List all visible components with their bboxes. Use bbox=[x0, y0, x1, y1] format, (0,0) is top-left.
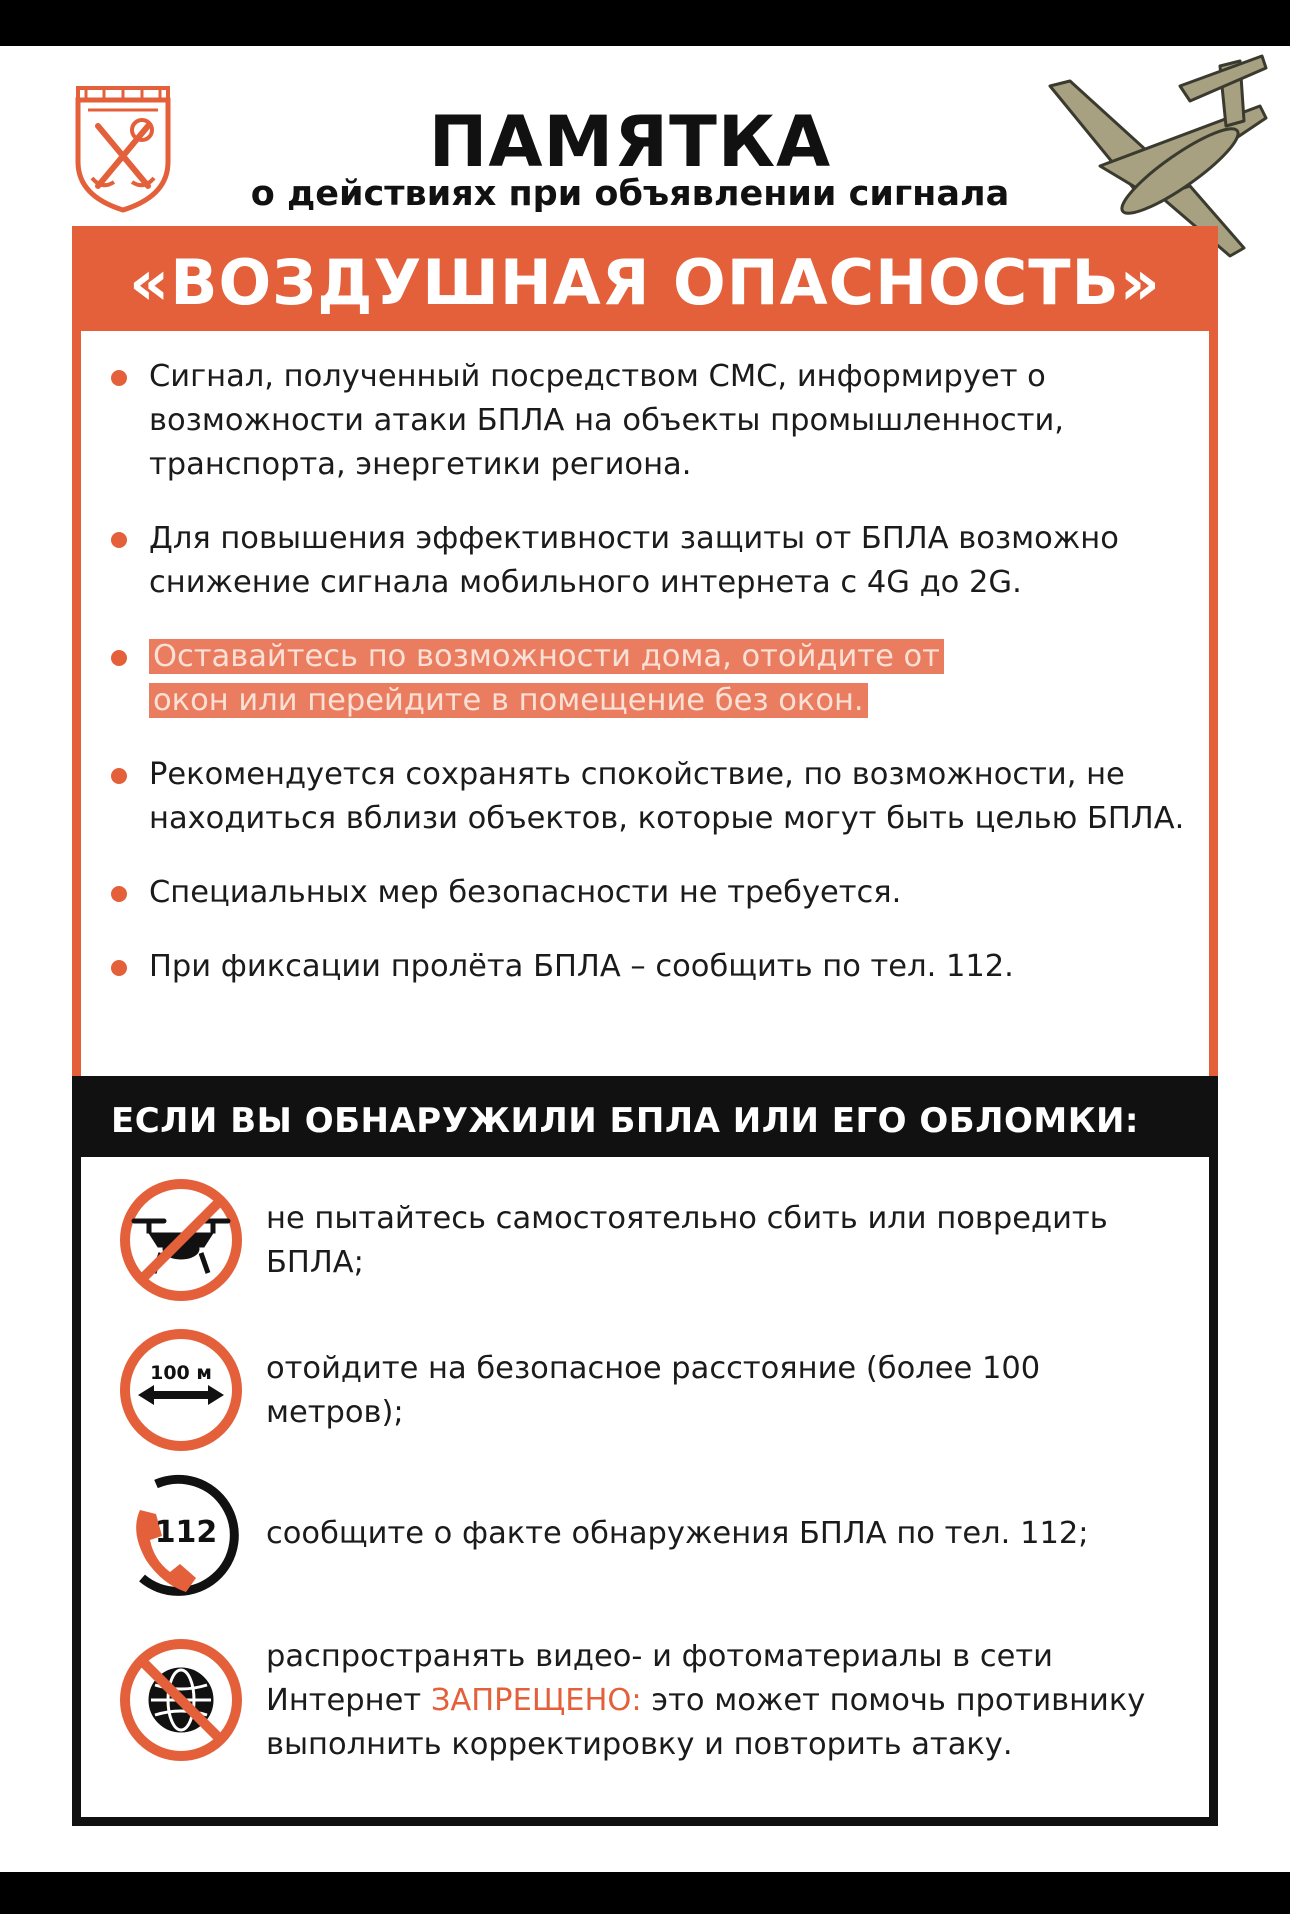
found-uav-banner: ЕСЛИ ВЫ ОБНАРУЖИЛИ БПЛА ИЛИ ЕГО ОБЛОМКИ: bbox=[81, 1085, 1209, 1157]
found-item-text: сообщите о факте обнаружения БПЛА по тел. 112; bbox=[266, 1516, 1089, 1551]
distance-badge: 100 м bbox=[150, 1362, 212, 1384]
bullet-icon bbox=[111, 960, 127, 976]
list-item bbox=[111, 945, 1191, 989]
alert-item-text: Сигнал, полученный посредством СМС, информирует о возможности атаки БПЛА на объекты промышленности, транспорта, энергетики региона. bbox=[149, 359, 1064, 482]
no-internet-icon bbox=[116, 1635, 246, 1765]
found-item-text: не пытайтесь самостоятельно сбить или повредить БПЛА; bbox=[266, 1201, 1108, 1280]
list-item-highlighted bbox=[111, 635, 1191, 723]
air-alert-banner: «ВОЗДУШНАЯ ОПАСНОСТЬ» bbox=[81, 235, 1209, 331]
distance-icon bbox=[116, 1325, 246, 1455]
memo-page bbox=[0, 46, 1290, 1872]
found-item-text bbox=[266, 1635, 1166, 1767]
alert-item-text: Рекомендуется сохранять спокойствие, по возможности, не находиться вблизи объектов, которые могут быть целью БПЛА. bbox=[149, 757, 1185, 836]
found-item-text: отойдите на безопасное расстояние (более 100 метров); bbox=[266, 1351, 1041, 1430]
found-item-text-after: это может помочь противнику выполнить корректировку и повторить атаку. bbox=[266, 1683, 1146, 1762]
phone-icon bbox=[116, 1470, 246, 1600]
bullet-icon bbox=[111, 370, 127, 386]
list-item bbox=[111, 517, 1191, 605]
bullet-icon bbox=[111, 768, 127, 784]
alert-item-text: При фиксации пролёта БПЛА – сообщить по тел. 112. bbox=[149, 949, 1014, 984]
page-title: ПАМЯТКА bbox=[428, 101, 832, 183]
bullet-icon bbox=[111, 886, 127, 902]
coat-of-arms-icon bbox=[70, 86, 176, 214]
forbidden-label: ЗАПРЕЩЕНО: bbox=[430, 1683, 642, 1718]
air-alert-section bbox=[72, 226, 1218, 1094]
list-item bbox=[111, 871, 1191, 915]
bullet-icon bbox=[111, 650, 127, 666]
found-uav-section bbox=[72, 1076, 1218, 1826]
list-item bbox=[111, 355, 1191, 487]
no-drone-icon bbox=[116, 1175, 246, 1305]
found-item-text-before: распространять видео- и фотоматериалы в сети Интернет bbox=[266, 1639, 1053, 1718]
phone-badge: 112 bbox=[154, 1515, 218, 1550]
alert-list bbox=[111, 355, 1191, 1019]
alert-item-text: Для повышения эффективности защиты от БПЛА возможно снижение сигнала мобильного интернета с 4G до 2G. bbox=[149, 521, 1119, 600]
alert-item-text: Специальных мер безопасности не требуется. bbox=[149, 875, 902, 910]
bullet-icon bbox=[111, 532, 127, 548]
list-item bbox=[111, 753, 1191, 841]
page-subtitle: о действиях при объявлении сигнала bbox=[250, 174, 1010, 214]
alert-item-text: Оставайтесь по возможности дома, отойдите от окон или перейдите в помещение без окон. bbox=[149, 639, 944, 718]
